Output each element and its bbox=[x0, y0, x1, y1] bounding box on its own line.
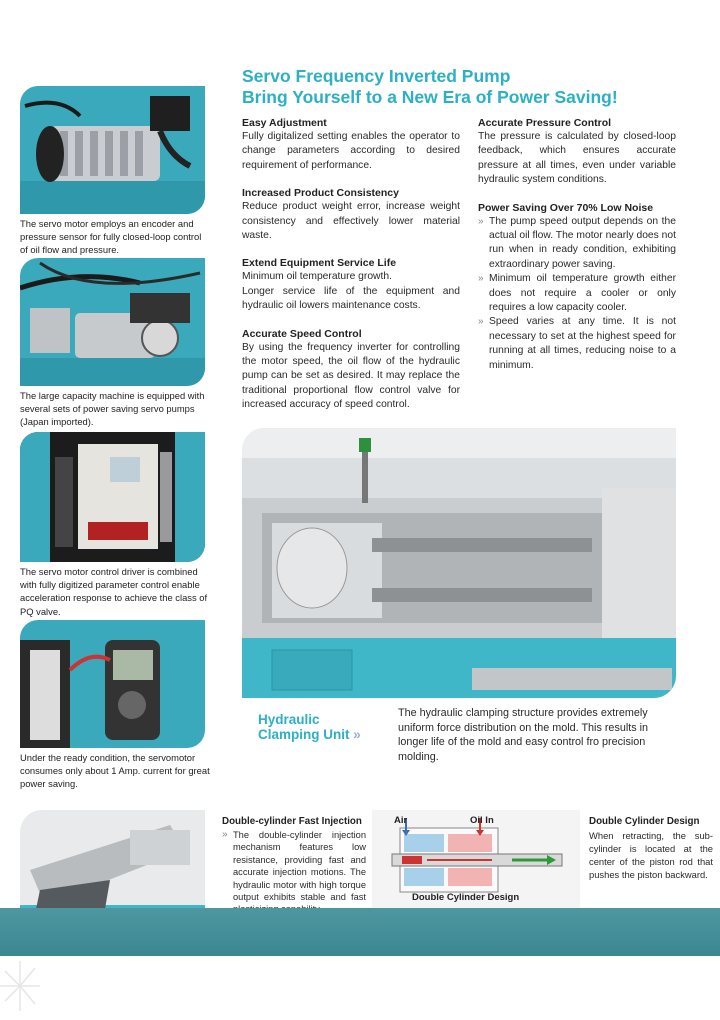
clamping-title-line-1: Hydraulic bbox=[258, 712, 320, 727]
title-line-1: Servo Frequency Inverted Pump bbox=[242, 66, 511, 86]
feature-heading: Extend Equipment Service Life bbox=[242, 257, 397, 270]
injection-block bbox=[222, 815, 366, 916]
clamping-title-line-2 bbox=[258, 727, 378, 742]
feature-heading: Increased Product Consistency bbox=[242, 187, 399, 200]
photo-caption: The servo motor employs an encoder and pressure sensor for fully closed-loop control of oil flow and pressure. bbox=[20, 218, 202, 256]
power-saving-bullet: » Minimum oil temperature growth either does not require a cooler or only requires a low capacity cooler. bbox=[478, 272, 676, 315]
feature-text: By using the frequency inverter for controlling the motor speed, the oil flow of the hydraulic pump can be set as desired. It may replace the traditional proportional flow control valve for increased accuracy of speed control. bbox=[242, 341, 460, 411]
control-driver-photo bbox=[20, 432, 205, 562]
injection-text: » The double-cylinder injection mechanism features low resistance, providing fast and accurate injection motions. The hydraulic motor with high torque output exhibits stable and fast bbox=[222, 829, 366, 916]
double-cylinder-heading: Double Cylinder Design bbox=[589, 816, 700, 827]
decorative-fan-icon bbox=[0, 956, 60, 1020]
chevron-right-icon: » bbox=[353, 727, 361, 742]
feature-text: Minimum oil temperature growth. bbox=[242, 271, 392, 283]
ammeter-photo bbox=[20, 620, 205, 748]
feature-heading: Accurate Pressure Control bbox=[478, 117, 612, 129]
photo-caption: The large capacity machine is equipped with several sets of power saving servo pumps (Japan imported). bbox=[20, 390, 205, 428]
photo-caption: The servo motor control driver is combined with fully digitized parameter control enable acceleration response to achieve the class of PQ valve. bbox=[20, 566, 208, 617]
feature-text: Fully digitalized setting enables the operator to change parameters according to desired requirement of performance. bbox=[242, 131, 460, 171]
diagram-label-air: Air bbox=[394, 815, 408, 826]
photo-caption: Under the ready condition, the servomotor consumes only about 1 Amp. current for great power saving. bbox=[20, 752, 210, 790]
double-cylinder-text: When retracting, the sub-cylinder is located at the center of the piston rod that pushes the piston backward. bbox=[589, 830, 713, 880]
clamping-title bbox=[258, 712, 378, 742]
footer-band bbox=[0, 908, 720, 956]
clamping-unit-photo bbox=[242, 428, 676, 698]
power-saving-heading: Power Saving Over 70% Low Noise bbox=[478, 201, 654, 214]
servo-motor-photo bbox=[20, 86, 205, 214]
clamping-title-line-2-text: Clamping Unit bbox=[258, 727, 350, 742]
page-title bbox=[242, 66, 702, 108]
title-line-2: Bring Yourself to a New Era of Power Saving! bbox=[242, 87, 618, 107]
clamping-text: The hydraulic clamping structure provides extremely uniform force distribution on the mold. This results in longer life of the mold and easy control fro precision molding. bbox=[398, 707, 649, 763]
feature-heading: Easy Adjustment bbox=[242, 117, 327, 129]
feature-text: The pressure is calculated by closed-loop feedback, which ensures accurate pressure at all times, even under variable hydraulic system conditions. bbox=[478, 131, 676, 186]
feature-heading: Accurate Speed Control bbox=[242, 327, 362, 340]
power-saving-bullet: » Speed varies at any time. It is not necessary to set at the highest speed for running at all times, reducing noise to a minimum. bbox=[478, 315, 676, 373]
double-cylinder-block bbox=[589, 815, 713, 881]
feature-text: Longer service life of the equipment and hydraulic oil lowers maintenance costs. bbox=[242, 285, 460, 312]
diagram-label-oil: Oil In bbox=[470, 815, 494, 826]
diagram-caption: Double Cylinder Design bbox=[412, 892, 520, 903]
features-left-column bbox=[242, 116, 460, 413]
injection-heading: Double-cylinder Fast Injection bbox=[222, 816, 362, 827]
power-saving-bullet: » The pump speed output depends on the actual oil flow. The motor nearly does not run when in ready condition, exhibiting extraordinary power saving. bbox=[478, 215, 676, 273]
double-cylinder-diagram bbox=[372, 810, 580, 908]
features-right-column bbox=[478, 116, 676, 373]
feature-text: Reduce product weight error, increase weight consistency and effectively lower material waste. bbox=[242, 201, 460, 242]
servo-pumps-photo bbox=[20, 258, 205, 386]
